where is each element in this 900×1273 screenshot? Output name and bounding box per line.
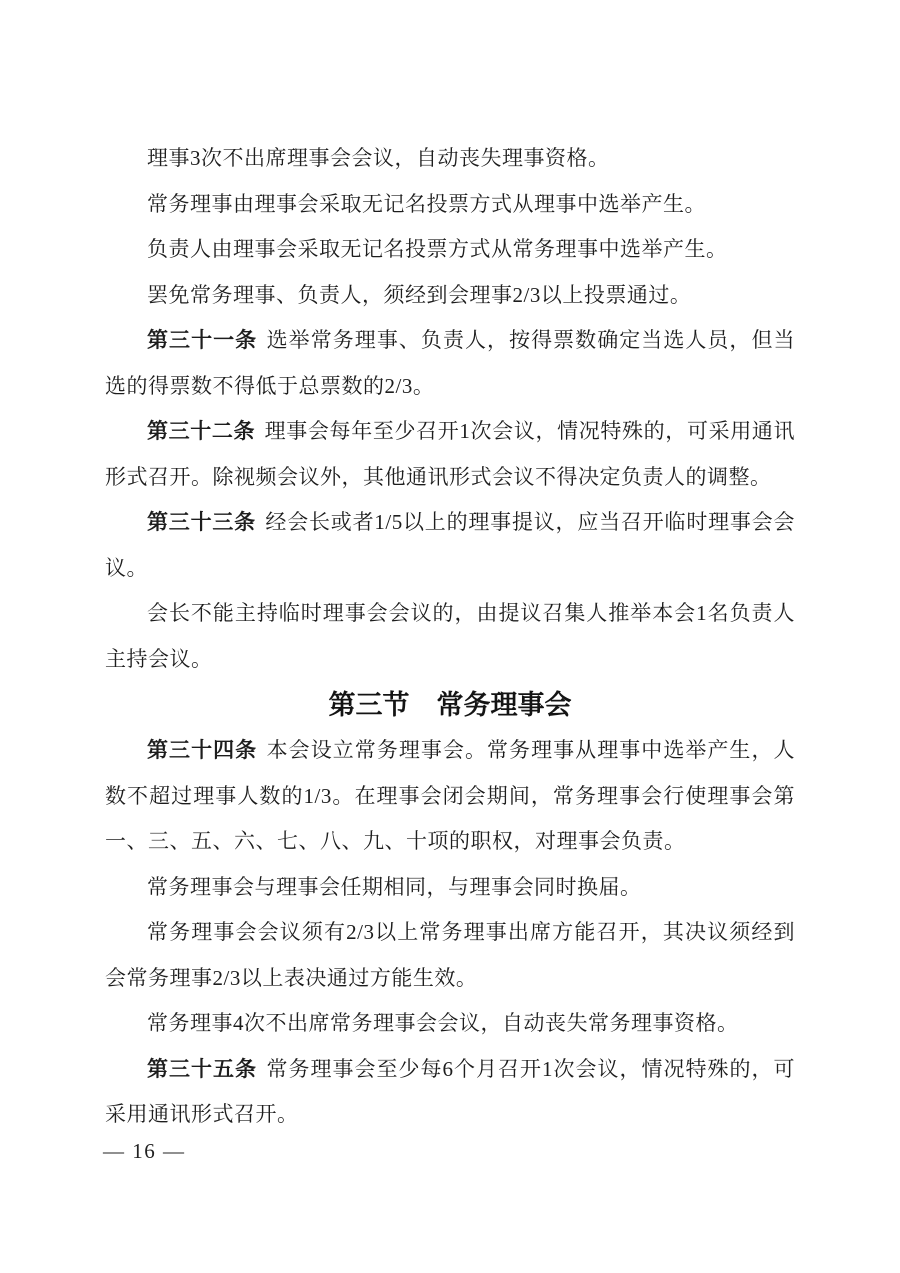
paragraph-text: 常务理事4次不出席常务理事会会议，自动丧失常务理事资格。	[147, 1011, 739, 1035]
paragraph-article-31	[105, 318, 795, 409]
paragraph-text: 常务理事会与理事会任期相同，与理事会同时换届。	[147, 874, 642, 899]
paragraph	[105, 136, 795, 182]
section-heading: 第三节 常务理事会	[328, 690, 572, 720]
paragraph	[105, 910, 795, 1001]
paragraph-article-33	[105, 500, 795, 591]
article-number: 第三十三条	[147, 510, 256, 534]
paragraph-text: 常务理事由理事会采取无记名投票方式从理事中选举产生。	[147, 191, 706, 216]
paragraph	[105, 865, 795, 911]
paragraph-text: 本会设立常务理事会。常务理事从理事中选举产生，人数不超过理事人数的1/3。在理事会闭会期间，常务理事会行使理事会第一、三、五、六、七、八、九、十项的职权，对理事会负责。	[105, 738, 796, 853]
article-number: 第三十五条	[147, 1056, 258, 1081]
paragraph-text: 常务理事会至少每6个月召开1次会议，情况特殊的，可采用通讯形式召开。	[105, 1056, 796, 1126]
paragraph-text: 罢免常务理事、负责人，须经到会理事2/3以上投票通过。	[147, 282, 692, 307]
paragraph-text: 理事会每年至少召开1次会议，情况特殊的，可采用通讯形式召开。除视频会议外，其他通讯形式会议不得决定负责人的调整。	[105, 419, 796, 489]
paragraph-article-34	[105, 728, 795, 865]
paragraph	[105, 1001, 795, 1047]
article-number: 第三十一条	[147, 328, 258, 352]
document-body	[105, 136, 795, 1138]
paragraph	[105, 591, 795, 682]
article-number: 第三十二条	[147, 419, 256, 443]
paragraph	[105, 227, 795, 273]
paragraph-text: 选举常务理事、负责人，按得票数确定当选人员，但当选的得票数不得低于总票数的2/3。	[105, 328, 796, 398]
paragraph-article-32	[105, 409, 795, 500]
paragraph-text: 常务理事会会议须有2/3以上常务理事出席方能召开，其决议须经到会常务理事2/3以上表决通过方能生效。	[105, 920, 795, 990]
paragraph	[105, 273, 795, 319]
paragraph-text: 会长不能主持临时理事会会议的，由提议召集人推举本会1名负责人主持会议。	[105, 601, 795, 671]
paragraph-text: 负责人由理事会采取无记名投票方式从常务理事中选举产生。	[147, 237, 728, 261]
paragraph-text: 理事3次不出席理事会会议，自动丧失理事资格。	[147, 146, 610, 170]
page-number: — 16 —	[103, 1139, 186, 1163]
paragraph-text: 经会长或者1/5以上的理事提议，应当召开临时理事会会议。	[105, 510, 795, 580]
paragraph-article-35	[105, 1047, 795, 1138]
article-number: 第三十四条	[147, 738, 258, 762]
paragraph	[105, 182, 795, 228]
